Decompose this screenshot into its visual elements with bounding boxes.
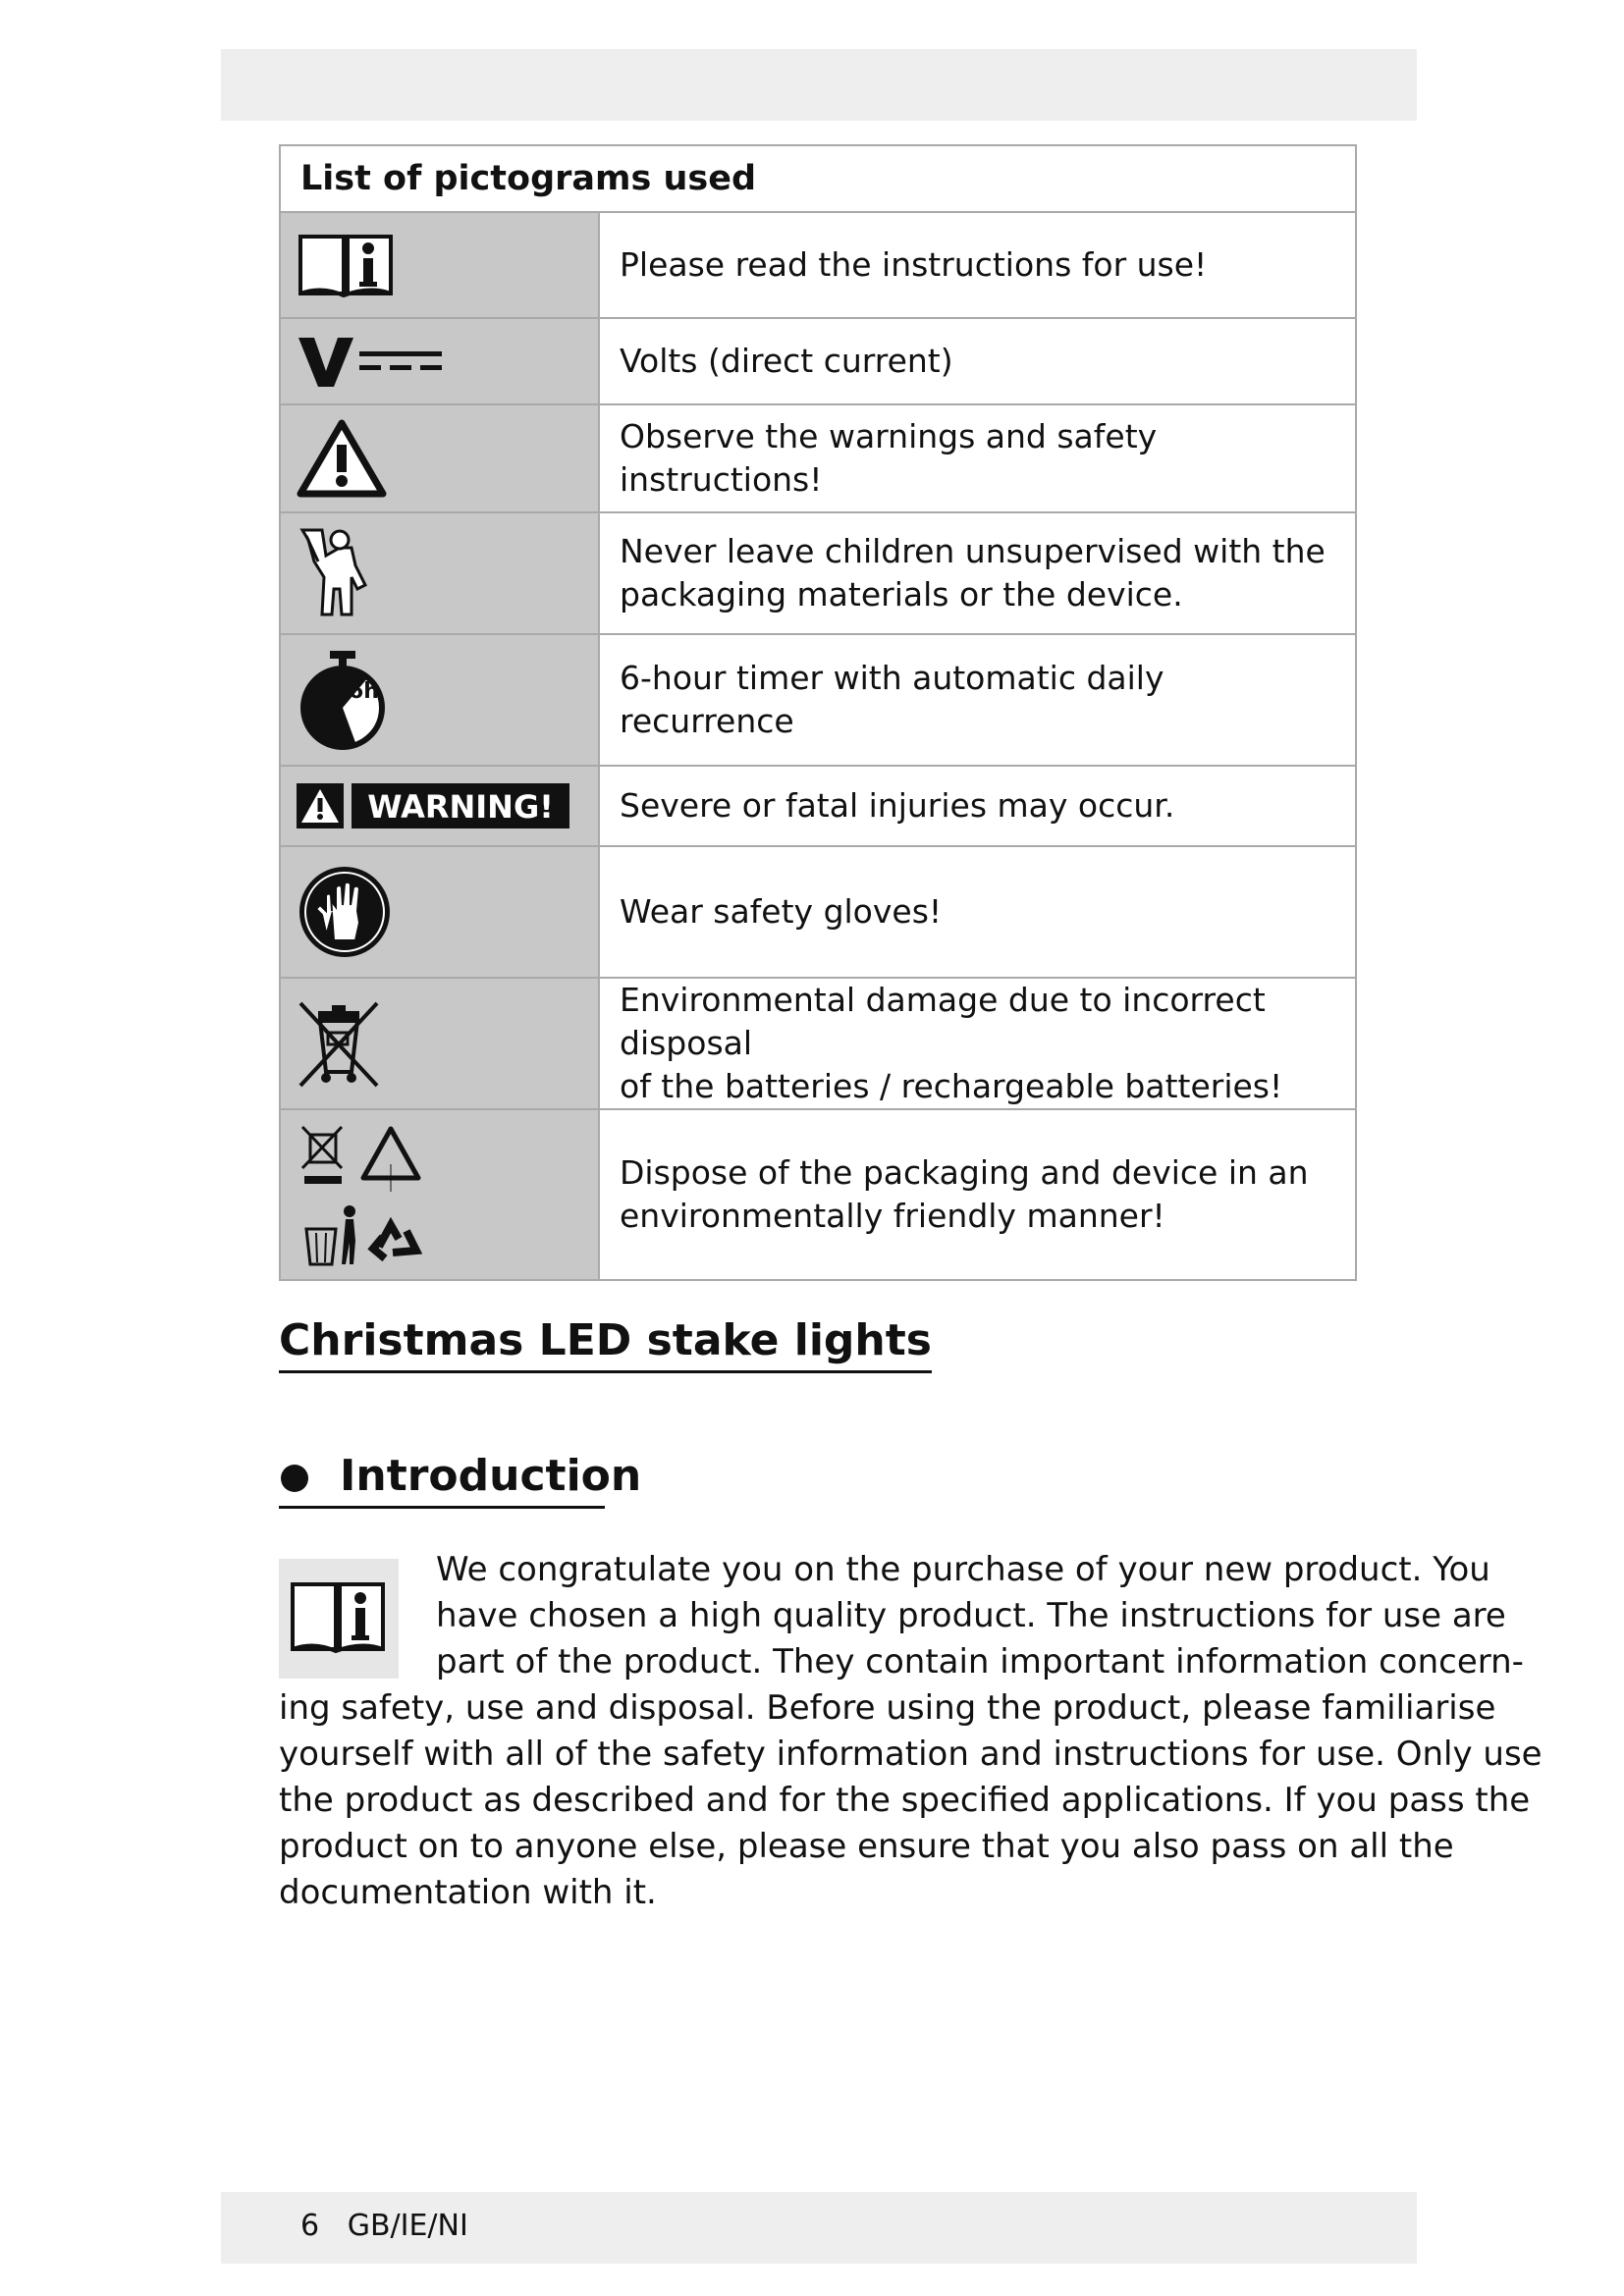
intro-paragraph [279,1547,1543,1916]
row-description [599,512,1356,634]
section-title: Christmas LED stake lights [279,1311,932,1373]
description-line: environmentally friendly manner! [620,1197,1165,1235]
description-line: Environmental damage due to incorrect disposal [620,981,1266,1062]
row-description [599,634,1356,766]
children-warning-icon [297,526,375,620]
table-title: List of pictograms used [280,145,1356,212]
intro-line: have chosen a high quality product. The instructions for use are [436,1596,1506,1635]
table-row [280,404,1356,512]
timer-label: 6h [349,679,379,704]
read-instructions-icon [297,229,395,301]
table-row [280,212,1356,318]
description-line: Wear safety gloves! [620,892,943,931]
row-description [599,766,1356,846]
person-bin-icon [306,1205,355,1264]
table-row [280,318,1356,404]
row-description [599,1109,1356,1280]
icon-cell [280,212,599,318]
table-row [280,978,1356,1109]
table-row [280,634,1356,766]
bin-crossed-icon [302,1127,342,1184]
header-band [221,49,1417,121]
table-header-row [280,145,1356,212]
intro-line: yourself with all of the safety information and instructions for use. Only use [279,1735,1543,1774]
intro-line: product on to anyone else, please ensure that you also pass on all the [279,1827,1454,1866]
timer-6h-icon [297,649,389,751]
table-row [280,1109,1356,1280]
intro-line: documentation with it. [279,1873,657,1912]
bullet-icon [281,1465,308,1492]
icon-cell [280,978,599,1109]
row-description [599,404,1356,512]
description-line: 6-hour timer with automatic daily recurrence [620,659,1164,740]
description-line: of the batteries / rechargeable batteries! [620,1067,1283,1105]
page-footer: 6 GB/IE/NI [300,2209,468,2243]
description-line: Observe the warnings and safety instructions! [620,417,1158,499]
table-row [280,766,1356,846]
description-line: Volts (direct current) [620,342,953,380]
icon-cell [280,846,599,978]
row-description [599,318,1356,404]
triangle-recycle-icon [363,1129,418,1192]
subsection-underline [279,1506,605,1509]
volts-dc-icon [297,332,444,391]
intro-line: We congratulate you on the purchase of your new product. You [436,1550,1490,1589]
subsection-title: Introduction [340,1451,642,1501]
row-description [599,846,1356,978]
warning-triangle-icon [297,419,387,498]
warning-label-icon [297,781,571,830]
row-description [599,978,1356,1109]
table-row [280,846,1356,978]
pictogram-table [279,144,1357,1281]
icon-cell [280,634,599,766]
description-line: packaging materials or the device. [620,575,1183,614]
icon-cell [280,404,599,512]
recycling-icon [297,1121,424,1268]
recycle-arrows-icon [373,1225,416,1258]
intro-line: the product as described and for the specified applications. If you pass the [279,1781,1531,1820]
intro-line: ing safety, use and disposal. Before using the product, please familiarise [279,1688,1496,1728]
warning-label-text: WARNING! [367,788,554,826]
description-line: Please read the instructions for use! [620,245,1208,284]
icon-cell [280,1109,599,1280]
description-line: Severe or fatal injuries may occur. [620,786,1175,825]
table-row [280,512,1356,634]
icon-cell [280,318,599,404]
icon-cell [280,512,599,634]
description-line: Never leave children unsupervised with the [620,532,1326,570]
row-description [599,212,1356,318]
safety-gloves-icon [297,864,393,960]
battery-disposal-icon [297,997,381,1090]
description-line: Dispose of the packaging and device in an [620,1153,1309,1192]
intro-line: part of the product. They contain important information concern- [436,1642,1524,1682]
icon-cell [280,766,599,846]
